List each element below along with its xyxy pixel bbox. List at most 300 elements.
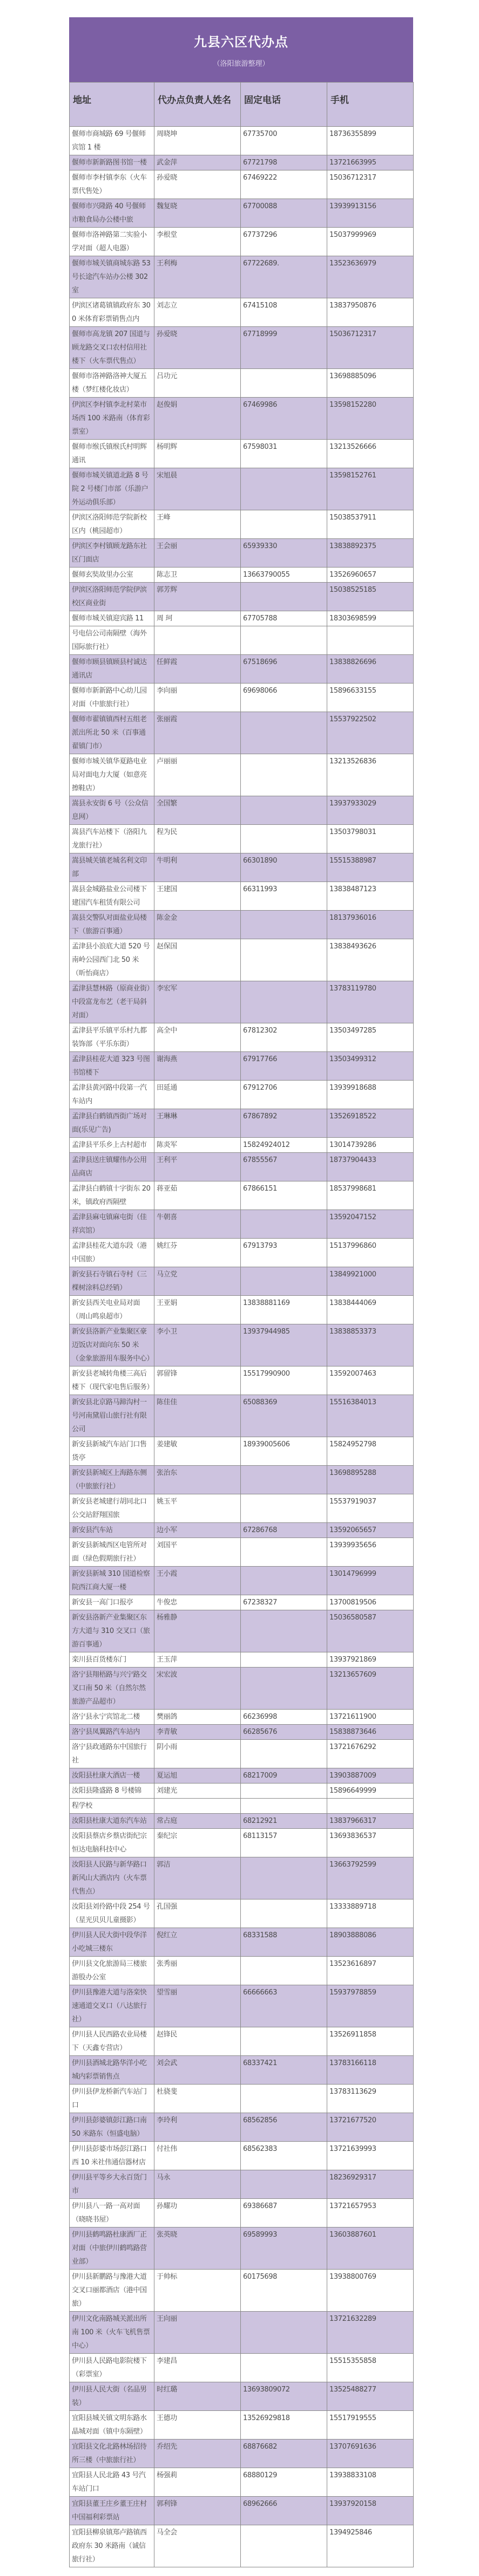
cell-landline: 69589993	[241, 2227, 327, 2270]
cell-address: 偃师市缑氏镇缑氏村明辉通讯	[70, 440, 154, 468]
cell-contact-name: 王建国	[154, 882, 241, 911]
cell-mobile: 15537922502	[327, 712, 414, 754]
table-row	[70, 1138, 414, 1153]
cell-landline	[241, 1668, 327, 1710]
cell-mobile: 13693836537	[327, 1829, 414, 1857]
cell-address: 汝阳县隆盛路 8 号楼锦	[70, 1784, 154, 1799]
cell-mobile: 13721632289	[327, 2312, 414, 2354]
cell-landline: 68880129	[241, 2468, 327, 2497]
cell-address: 新安县洛新产业集聚区豪迈饭店对面向东 50 米（金象旅游用车服务中心）	[70, 1324, 154, 1366]
table-row	[70, 981, 414, 1023]
cell-contact-name: 姚玉平	[154, 1494, 241, 1523]
cell-contact-name: 姚红芬	[154, 1239, 241, 1267]
cell-address: 伊川县新鹏路与豫港大道交叉口丽都酒店（港中国旅）	[70, 2270, 154, 2312]
cell-landline: 67469986	[241, 398, 327, 440]
table-row	[70, 2085, 414, 2113]
cell-contact-name: 陈志卫	[154, 568, 241, 583]
table-row	[70, 1784, 414, 1799]
table-row	[70, 1595, 414, 1610]
cell-mobile: 13523616897	[327, 1957, 414, 1985]
column-header-mobile: 手机	[327, 83, 414, 127]
cell-address: 孟津县黄河路中段第一汽车站内	[70, 1081, 154, 1109]
cell-address: 孟津县麻屯镇麻屯街（佳祥宾馆）	[70, 1210, 154, 1239]
cell-address: 孟津县桂花大道东段（港中国旅）	[70, 1239, 154, 1267]
cell-landline: 67700088	[241, 199, 327, 228]
cell-address: 伊滨区诸葛镇镇政府东 300 米体育彩票销售点内	[70, 298, 154, 327]
cell-address: 偃师市城关镇迎宾路 11	[70, 611, 154, 626]
cell-mobile: 13937921869	[327, 1652, 414, 1668]
cell-mobile: 13213657609	[327, 1668, 414, 1710]
cell-landline: 66301890	[241, 853, 327, 882]
table-row	[70, 440, 414, 468]
cell-contact-name: 王亚娟	[154, 1296, 241, 1324]
table-row	[70, 127, 414, 155]
cell-address: 伊川县人民西路农业局楼下（天鑫专营店）	[70, 2027, 154, 2056]
table-row	[70, 2170, 414, 2199]
cell-mobile: 13837966317	[327, 1814, 414, 1829]
cell-contact-name: 付社伟	[154, 2142, 241, 2170]
cell-mobile: 13525488277	[327, 2382, 414, 2411]
table-row	[70, 825, 414, 853]
cell-contact-name: 王玉萍	[154, 1652, 241, 1668]
cell-landline	[241, 2525, 327, 2567]
cell-address: 新安县新城 310 国道检察院西江商大厦一楼	[70, 1567, 154, 1595]
cell-address: 偃师市翟镇镇西村五组老派出所北 50 米（百事通翟镇门市）	[70, 712, 154, 754]
cell-contact-name: 望雪丽	[154, 1985, 241, 2027]
cell-mobile: 13838487123	[327, 882, 414, 911]
cell-contact-name: 吕功元	[154, 369, 241, 398]
page-subtitle: （洛阳旅游整理）	[213, 60, 269, 68]
cell-mobile: 15516384013	[327, 1395, 414, 1437]
cell-mobile: 18736355899	[327, 127, 414, 155]
cell-address: 宜阳县柳泉镇郑卢路镇西政府东 30 米路南（诚信旅行社）	[70, 2525, 154, 2567]
cell-landline: 68217009	[241, 1768, 327, 1784]
cell-mobile: 15824952798	[327, 1437, 414, 1466]
table-row	[70, 1324, 414, 1366]
cell-contact-name: 张丽霞	[154, 712, 241, 754]
table-row	[70, 398, 414, 440]
cell-contact-name: 陈佳佳	[154, 1395, 241, 1437]
cell-address: 伊川县豫港大道与洛栾快速通道交叉口（八达旅行社）	[70, 1985, 154, 2027]
cell-contact-name: 周晓坤	[154, 127, 241, 155]
cell-mobile: 15937978859	[327, 1985, 414, 2027]
table-row	[70, 1153, 414, 1181]
cell-landline	[241, 1267, 327, 1296]
cell-contact-name: 蒋亚茹	[154, 1181, 241, 1210]
cell-mobile: 13837950876	[327, 298, 414, 327]
cell-address: 伊川县八一路一高对面（晓晓书屋）	[70, 2199, 154, 2227]
cell-landline	[241, 1957, 327, 1985]
cell-mobile: 13014796999	[327, 1567, 414, 1595]
cell-address: 偃师玄奘故里办公室	[70, 568, 154, 583]
cell-landline: 67855567	[241, 1153, 327, 1181]
cell-address: 汝阳县人民路与新华路口新风山大酒店内（火车票代售点）	[70, 1857, 154, 1899]
cell-address: 伊滨区洛阳师范学院伊滨校区商业街	[70, 583, 154, 611]
cell-landline: 67912706	[241, 1081, 327, 1109]
cell-mobile: 15517919555	[327, 2411, 414, 2440]
cell-landline: 69698066	[241, 684, 327, 712]
cell-mobile: 13523636979	[327, 256, 414, 298]
cell-address: 孟津县平乐镇平乐村九都装饰部（平乐东街）	[70, 1023, 154, 1052]
cell-landline: 13663790055	[241, 568, 327, 583]
cell-landline: 13838881169	[241, 1296, 327, 1324]
cell-mobile: 13526918522	[327, 1109, 414, 1138]
cell-mobile: 13783113629	[327, 2085, 414, 2113]
cell-address: 偃师市商城路 69 号偃师宾馆 1 楼	[70, 127, 154, 155]
table-row	[70, 1610, 414, 1652]
cell-landline: 68212921	[241, 1814, 327, 1829]
cell-contact-name: 孙耀功	[154, 2199, 241, 2227]
table-row	[70, 1523, 414, 1538]
table-row	[70, 1725, 414, 1740]
cell-address: 伊川县平等乡大永百货门市	[70, 2170, 154, 2199]
cell-contact-name: 马立党	[154, 1267, 241, 1296]
table-row	[70, 1768, 414, 1784]
cell-contact-name: 武金萍	[154, 155, 241, 170]
table-row	[70, 2056, 414, 2085]
cell-contact-name: 李建昌	[154, 2354, 241, 2382]
cell-landline	[241, 939, 327, 981]
cell-address: 偃师市城关镇华夏路电业局对面电力大厦（如意亮擦鞋店）	[70, 754, 154, 796]
cell-mobile: 13838892375	[327, 539, 414, 568]
cell-address: 洛宁县翔梧路与兴宁路交叉口南 50 米（自然尔然旅游产品超市）	[70, 1668, 154, 1710]
table-row	[70, 170, 414, 199]
cell-contact-name: 郭芳辉	[154, 583, 241, 611]
cell-mobile: 13503798031	[327, 825, 414, 853]
cell-address: 孟津县慧林路（原商业街）中段富龙布艺（老干局斜对面）	[70, 981, 154, 1023]
cell-landline: 68337421	[241, 2056, 327, 2085]
cell-contact-name: 于帅标	[154, 2270, 241, 2312]
table-row	[70, 1985, 414, 2027]
cell-mobile: 13663792599	[327, 1857, 414, 1899]
cell-contact-name: 宋宏波	[154, 1668, 241, 1710]
cell-landline	[241, 583, 327, 611]
cell-landline	[241, 2312, 327, 2354]
table-body	[70, 127, 414, 2567]
cell-mobile: 13838444069	[327, 1296, 414, 1324]
cell-landline: 68876682	[241, 2440, 327, 2468]
cell-mobile: 13838493626	[327, 939, 414, 981]
cell-address: 伊川县人民大街（名品男装）	[70, 2382, 154, 2411]
table-row	[70, 1814, 414, 1829]
cell-address: 偃师市城关镇道北路 8 号院 2 号楼门市部（乐游户外运动俱乐部）	[70, 468, 154, 510]
cell-mobile: 15037999969	[327, 228, 414, 256]
cell-address: 洛宁县凤翼路汽车站内	[70, 1725, 154, 1740]
cell-address: 洛宁县永宁宾馆北二楼	[70, 1710, 154, 1725]
cell-contact-name: 夏运旭	[154, 1768, 241, 1784]
cell-contact-name: 倪红立	[154, 1928, 241, 1957]
cell-landline: 68562383	[241, 2142, 327, 2170]
cell-mobile: 13503497285	[327, 1023, 414, 1052]
cell-landline: 68113157	[241, 1829, 327, 1857]
cell-address: 孟津县白鹤镇十字街东 20 米，镇政府西隔壁	[70, 1181, 154, 1210]
cell-landline	[241, 1784, 327, 1799]
cell-contact-name: 姜建敏	[154, 1437, 241, 1466]
cell-address: 孟津县平乐乡上古村超市	[70, 1138, 154, 1153]
cell-mobile: 13939918688	[327, 1081, 414, 1109]
cell-contact-name: 秦纪宗	[154, 1829, 241, 1857]
cell-address: 伊川县人民路电影院楼下（彩票室）	[70, 2354, 154, 2382]
cell-contact-name: 张治东	[154, 1466, 241, 1494]
table-row	[70, 2227, 414, 2270]
cell-landline: 69386687	[241, 2199, 327, 2227]
cell-address: 宜阳县城关镇文明东路水晶城对面（镇中东隔壁）	[70, 2411, 154, 2440]
table-row	[70, 1210, 414, 1239]
cell-mobile: 13937933029	[327, 796, 414, 825]
cell-contact-name: 牛俊忠	[154, 1595, 241, 1610]
cell-mobile: 13937920158	[327, 2497, 414, 2525]
cell-contact-name: 王利梅	[154, 256, 241, 298]
cell-address: 偃师市兴隆路 40 号偃师市粮食局办公楼中旅	[70, 199, 154, 228]
cell-address: 新安县老城转角楼三高后楼下（现代家电售后服务）	[70, 1366, 154, 1395]
cell-mobile: 18737904433	[327, 1153, 414, 1181]
cell-address: 宜阳县人民北路 43 号汽车站门口	[70, 2468, 154, 2497]
cell-landline: 15517990900	[241, 1366, 327, 1395]
cell-landline: 13526929818	[241, 2411, 327, 2440]
table-row	[70, 155, 414, 170]
table-row	[70, 1710, 414, 1725]
cell-landline: 67415108	[241, 298, 327, 327]
cell-contact-name: 郭留锋	[154, 1366, 241, 1395]
cell-contact-name: 刘志立	[154, 298, 241, 327]
cell-address: 伊滨区李村镇李北村菜市场西 100 米路南（体育彩票室）	[70, 398, 154, 440]
table-row	[70, 611, 414, 626]
cell-address: 偃师市洛神路洛神大厦五楼（梦红楼化妆店）	[70, 369, 154, 398]
cell-landline: 67913793	[241, 1239, 327, 1267]
cell-contact-name: 任鲜霞	[154, 655, 241, 684]
cell-mobile: 15036712317	[327, 327, 414, 369]
cell-landline	[241, 1899, 327, 1928]
cell-contact-name: 牛明利	[154, 853, 241, 882]
cell-mobile: 13698895288	[327, 1466, 414, 1494]
cell-contact-name: 王向丽	[154, 2312, 241, 2354]
cell-contact-name: 谢海燕	[154, 1052, 241, 1081]
table-row	[70, 1652, 414, 1668]
cell-landline: 67867892	[241, 1109, 327, 1138]
table-row	[70, 1567, 414, 1595]
cell-contact-name: 王德功	[154, 2411, 241, 2440]
cell-mobile: 15515355858	[327, 2354, 414, 2382]
cell-mobile: 1394925846	[327, 2525, 414, 2567]
cell-mobile: 15515388987	[327, 853, 414, 882]
cell-address: 栾川县百货楼东门	[70, 1652, 154, 1668]
cell-contact-name: 常占庭	[154, 1814, 241, 1829]
cell-mobile: 13598152761	[327, 468, 414, 510]
table-row	[70, 2497, 414, 2525]
table-row	[70, 911, 414, 939]
cell-address: 伊川县伊龙桥新汽车站门口	[70, 2085, 154, 2113]
cell-address: 伊川县人民大街中段华洋小吃城三楼东	[70, 1928, 154, 1957]
cell-mobile: 13721677520	[327, 2113, 414, 2142]
cell-landline	[241, 2170, 327, 2199]
table-row	[70, 1366, 414, 1395]
cell-contact-name: 李玲利	[154, 2113, 241, 2142]
cell-contact-name: 孙爱晓	[154, 327, 241, 369]
table-row	[70, 2142, 414, 2170]
cell-landline	[241, 1466, 327, 1494]
cell-landline	[241, 2027, 327, 2056]
cell-contact-name	[154, 1799, 241, 1814]
cell-address: 偃师市洛神路第二实验小学对面（超人电器）	[70, 228, 154, 256]
cell-contact-name: 杨强莉	[154, 2468, 241, 2497]
cell-contact-name: 田延通	[154, 1081, 241, 1109]
table-row	[70, 655, 414, 684]
table-row	[70, 1668, 414, 1710]
cell-contact-name: 阴小雨	[154, 1740, 241, 1768]
table-row	[70, 228, 414, 256]
cell-mobile: 13783119780	[327, 981, 414, 1023]
table-row	[70, 1437, 414, 1466]
cell-contact-name: 王峰	[154, 510, 241, 539]
cell-landline: 67737296	[241, 228, 327, 256]
cell-landline	[241, 911, 327, 939]
cell-contact-name: 李向丽	[154, 684, 241, 712]
cell-contact-name: 杨明辉	[154, 440, 241, 468]
cell-address: 新安县新城区上海路东侧（中旅旅行社）	[70, 1466, 154, 1494]
cell-landline: 66285676	[241, 1725, 327, 1740]
cell-landline: 13693809072	[241, 2382, 327, 2411]
cell-contact-name: 马永	[154, 2170, 241, 2199]
cell-address: 孟津县送庄镇耀伟办公用品商店	[70, 1153, 154, 1181]
cell-mobile: 13849921000	[327, 1267, 414, 1296]
cell-mobile: 13838853373	[327, 1324, 414, 1366]
cell-mobile: 13721657953	[327, 2199, 414, 2227]
cell-contact-name: 高全中	[154, 1023, 241, 1052]
table-row	[70, 2411, 414, 2440]
table-row	[70, 1494, 414, 1523]
cell-contact-name: 程为民	[154, 825, 241, 853]
cell-landline: 67718999	[241, 327, 327, 369]
cell-contact-name: 樊丽鸽	[154, 1710, 241, 1725]
cell-mobile: 15036580587	[327, 1610, 414, 1652]
table-row	[70, 1899, 414, 1928]
cell-contact-name: 张秀丽	[154, 1957, 241, 1985]
cell-mobile: 15036712317	[327, 170, 414, 199]
cell-landline	[241, 825, 327, 853]
cell-landline: 67866151	[241, 1181, 327, 1210]
cell-address: 新安县新城西区电管所对面（绿色假期旅行社）	[70, 1538, 154, 1567]
cell-contact-name: 边小军	[154, 1523, 241, 1538]
cell-landline: 68331588	[241, 1928, 327, 1957]
cell-mobile: 13783166118	[327, 2056, 414, 2085]
cell-landline: 67469222	[241, 170, 327, 199]
cell-contact-name: 卢丽丽	[154, 754, 241, 796]
cell-mobile: 13721663995	[327, 155, 414, 170]
table-row	[70, 1181, 414, 1210]
cell-contact-name: 王小霞	[154, 1567, 241, 1595]
table-row	[70, 298, 414, 327]
cell-mobile: 13903887009	[327, 1768, 414, 1784]
table-row	[70, 1052, 414, 1081]
table-row	[70, 2382, 414, 2411]
cell-mobile: 18303698599	[327, 611, 414, 626]
column-header-address: 地址	[70, 83, 154, 127]
cell-contact-name: 李青敏	[154, 1725, 241, 1740]
cell-landline	[241, 510, 327, 539]
cell-landline: 67735700	[241, 127, 327, 155]
cell-address: 偃师市高龙镇 207 国道与顾龙路交叉口农村信用社楼下（火车票代售点）	[70, 327, 154, 369]
cell-landline	[241, 2354, 327, 2382]
table-row	[70, 853, 414, 882]
cell-landline: 65088369	[241, 1395, 327, 1437]
table-row	[70, 1296, 414, 1324]
cell-address: 宜阳县文化北路林场招待所三楼（中旅旅行社）	[70, 2440, 154, 2468]
table-row	[70, 1857, 414, 1899]
table-row	[70, 796, 414, 825]
cell-mobile	[327, 1799, 414, 1814]
cell-address: 新安县汽车站	[70, 1523, 154, 1538]
cell-landline	[241, 712, 327, 754]
cell-mobile: 13603887601	[327, 2227, 414, 2270]
cell-contact-name: 赵保国	[154, 939, 241, 981]
cell-mobile: 13503499312	[327, 1052, 414, 1081]
cell-contact-name: 杜骁斐	[154, 2085, 241, 2113]
table-row	[70, 1239, 414, 1267]
table-row	[70, 939, 414, 981]
cell-landline: 13937944985	[241, 1324, 327, 1366]
cell-landline	[241, 626, 327, 655]
cell-landline: 68962666	[241, 2497, 327, 2525]
cell-contact-name: 赵锋民	[154, 2027, 241, 2056]
cell-contact-name: 陈炎军	[154, 1138, 241, 1153]
cell-address: 偃师市新新路中心幼儿园对面（中旅旅行社）	[70, 684, 154, 712]
cell-landline	[241, 1799, 327, 1814]
table-row	[70, 1829, 414, 1857]
cell-mobile: 13598152280	[327, 398, 414, 440]
table-row	[70, 369, 414, 398]
cell-address: 偃师市新新路图书馆一楼	[70, 155, 154, 170]
table-row	[70, 1740, 414, 1768]
cell-contact-name: 魏复晓	[154, 199, 241, 228]
page-title: 九县六区代办点	[194, 35, 288, 50]
cell-contact-name: 郭利锋	[154, 2497, 241, 2525]
cell-address: 新安县北京路马蹄沟村一号河南黛眉山旅行社有限公司	[70, 1395, 154, 1437]
cell-mobile: 13333889718	[327, 1899, 414, 1928]
cell-mobile: 18236929317	[327, 2170, 414, 2199]
cell-mobile: 13939913156	[327, 199, 414, 228]
cell-contact-name: 马全会	[154, 2525, 241, 2567]
cell-contact-name: 张英晓	[154, 2227, 241, 2270]
cell-address: 伊川县彭婆市场彭江路口西 10 米社伟通信器材店	[70, 2142, 154, 2170]
cell-mobile: 13700819506	[327, 1595, 414, 1610]
cell-contact-name: 郭洁	[154, 1857, 241, 1899]
cell-landline	[241, 1857, 327, 1899]
cell-mobile: 13721611900	[327, 1710, 414, 1725]
cell-landline	[241, 1210, 327, 1239]
cell-address: 汝阳县杜康大酒店一楼	[70, 1768, 154, 1784]
cell-landline	[241, 981, 327, 1023]
cell-address: 号电信公司南隔壁（海外国际旅行社）	[70, 626, 154, 655]
table-row	[70, 510, 414, 539]
table-row	[70, 2270, 414, 2312]
cell-mobile: 13698885096	[327, 369, 414, 398]
table-row	[70, 2468, 414, 2497]
cell-landline: 67286768	[241, 1523, 327, 1538]
cell-landline	[241, 2085, 327, 2113]
cell-contact-name: 乔绍先	[154, 2440, 241, 2468]
cell-landline: 60175698	[241, 2270, 327, 2312]
cell-address: 嵩县交警队对面盐业局楼下（旅游百事通）	[70, 911, 154, 939]
cell-landline: 67518696	[241, 655, 327, 684]
cell-contact-name: 王琳琳	[154, 1109, 241, 1138]
cell-contact-name: 王会丽	[154, 539, 241, 568]
cell-mobile: 15137996860	[327, 1239, 414, 1267]
table-row	[70, 2440, 414, 2468]
table-row	[70, 2525, 414, 2567]
table-row	[70, 712, 414, 754]
table-row	[70, 2354, 414, 2382]
cell-mobile: 13592007463	[327, 1366, 414, 1395]
